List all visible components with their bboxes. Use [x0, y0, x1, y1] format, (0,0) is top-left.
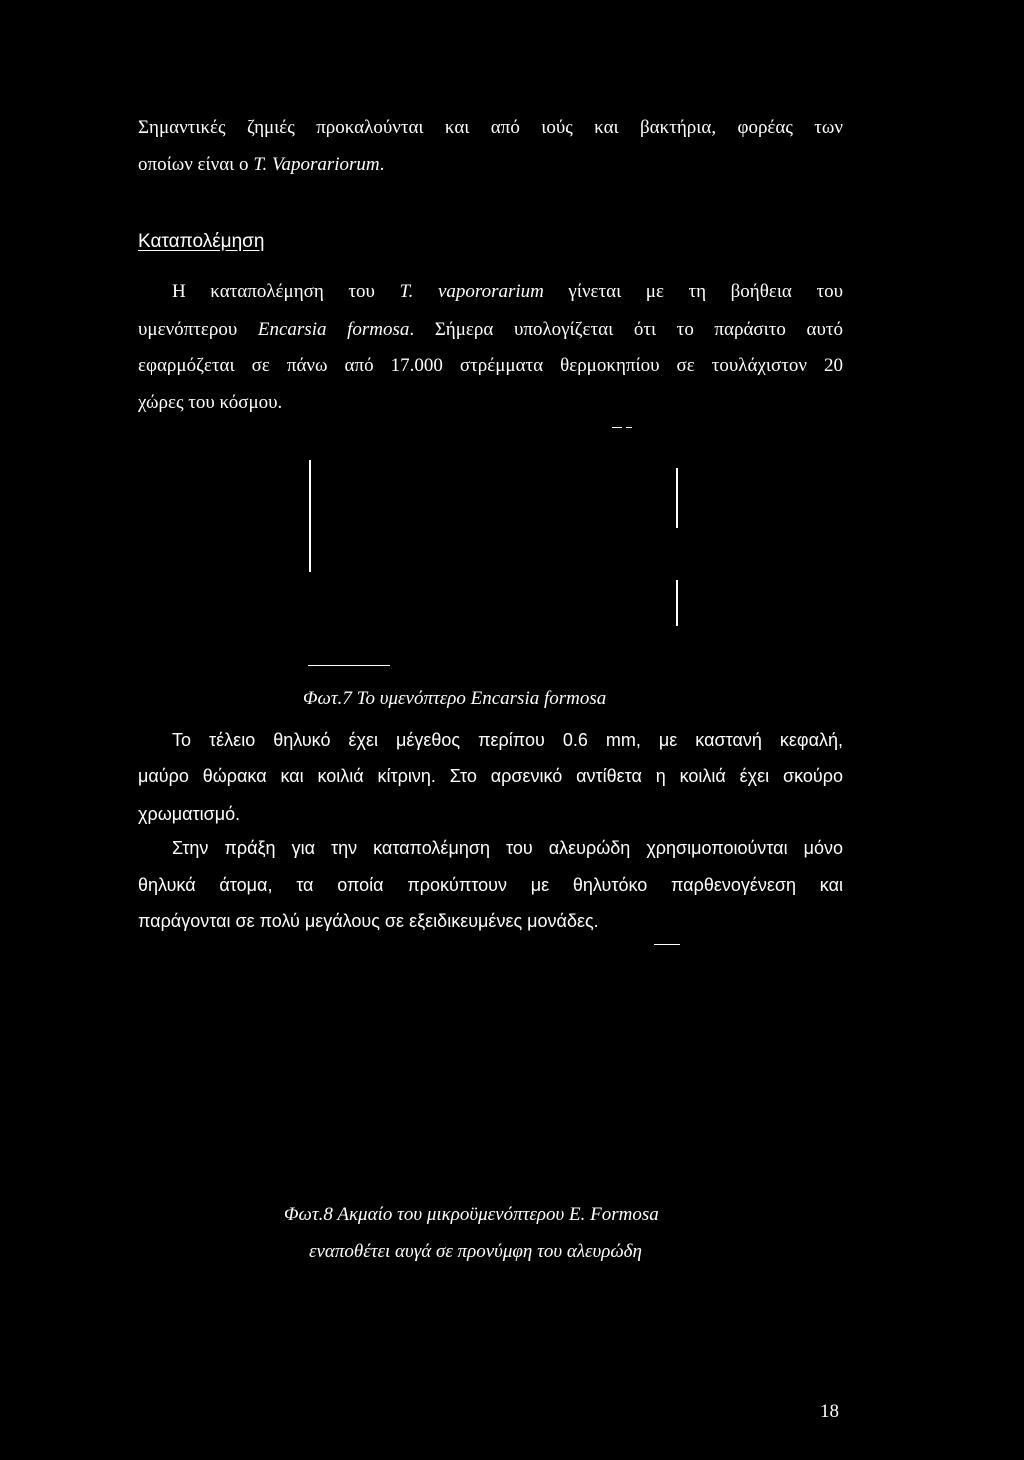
figure-8-artifact: [654, 944, 680, 945]
species-name-italic: Encarsia formosa: [257, 319, 410, 340]
paragraph-2-line-1-post: γίνεται με τη βοήθεια του: [543, 281, 843, 302]
figure-7-frame-line: [676, 468, 678, 528]
figure-7-frame-line: [676, 580, 678, 626]
paragraph-2-line-1-pre: Η καταπολέμηση του: [172, 281, 400, 302]
paragraph-3-line-2: [138, 767, 843, 785]
paragraph-2-line-2-pre: υμενόπτερου: [138, 319, 258, 340]
paragraph-3-line-1: [172, 731, 843, 749]
paragraph-4-line-2: [138, 876, 843, 894]
paragraph-1-line-2: [138, 155, 384, 174]
paragraph-3-line-3: χρωματισμό.: [138, 804, 241, 824]
section-heading: Καταπολέμηση: [138, 231, 265, 252]
page-number: 18: [820, 1401, 839, 1422]
figure-7-frame-line: [309, 460, 311, 572]
paragraph-4-line-2-text: θηλυκά άτομα, τα οποία προκύπτουν με θηλυτόκο παρθενογένεση και: [138, 875, 843, 895]
paragraph-4-line-1: [172, 839, 843, 857]
figure-8-caption-line-2: εναποθέτει αυγά σε προνύμφη του αλευρώδη: [309, 1241, 642, 1262]
paragraph-1-line-1-text: Σημαντικές ζημιές προκαλούνται και από ιούς και βακτήρια, φορέας των: [138, 117, 843, 138]
paragraph-4-line-1-text: Στην πράξη για την καταπολέμηση του αλευρώδη χρησιμοποιούνται μόνο: [172, 838, 843, 858]
paragraph-2-line-3: [138, 356, 843, 375]
paragraph-2-line-3-text: εφαρμόζεται σε πάνω από 17.000 στρέμματα θερμοκηπίου σε τουλάχιστον 20: [138, 355, 843, 376]
paragraph-4-line-3: παράγονται σε πολύ μεγάλους σε εξειδικευμένες μονάδες.: [138, 911, 599, 931]
figure-7-artifact: [612, 427, 622, 428]
paragraph-3-line-1-text: Το τέλειο θηλυκό έχει μέγεθος περίπου 0.6 mm, με καστανή κεφαλή,: [172, 730, 843, 750]
figure-8-caption-line-1: Φωτ.8 Ακμαίο του μικροϋμενόπτερου E. Formosa: [284, 1204, 659, 1225]
paragraph-1-line-1: [138, 118, 843, 137]
paragraph-2-line-1: [172, 282, 843, 301]
paragraph-2-line-2-post: . Σήμερα υπολογίζεται ότι το παράσιτο αυτό: [409, 319, 844, 340]
figure-7-artifact: [626, 427, 632, 428]
paragraph-2-line-4: χώρες του κόσμου.: [138, 392, 283, 413]
figure-7-frame-line: [308, 665, 390, 666]
figure-7-caption: Φωτ.7 Το υμενόπτερο Encarsia formosa: [303, 688, 607, 709]
species-name-italic: T. vapororarium: [399, 281, 544, 302]
paragraph-3-line-2-text: μαύρο θώρακα και κοιλιά κίτρινη. Στο αρσενικό αντίθετα η κοιλιά έχει σκούρο: [138, 766, 843, 786]
species-name-italic: T. Vaporariorum: [253, 154, 380, 175]
paragraph-1-line-2-pre: οποίων είναι ο: [138, 154, 254, 175]
paragraph-2-line-2: [138, 320, 843, 339]
paragraph-1-line-2-post: .: [379, 154, 385, 175]
